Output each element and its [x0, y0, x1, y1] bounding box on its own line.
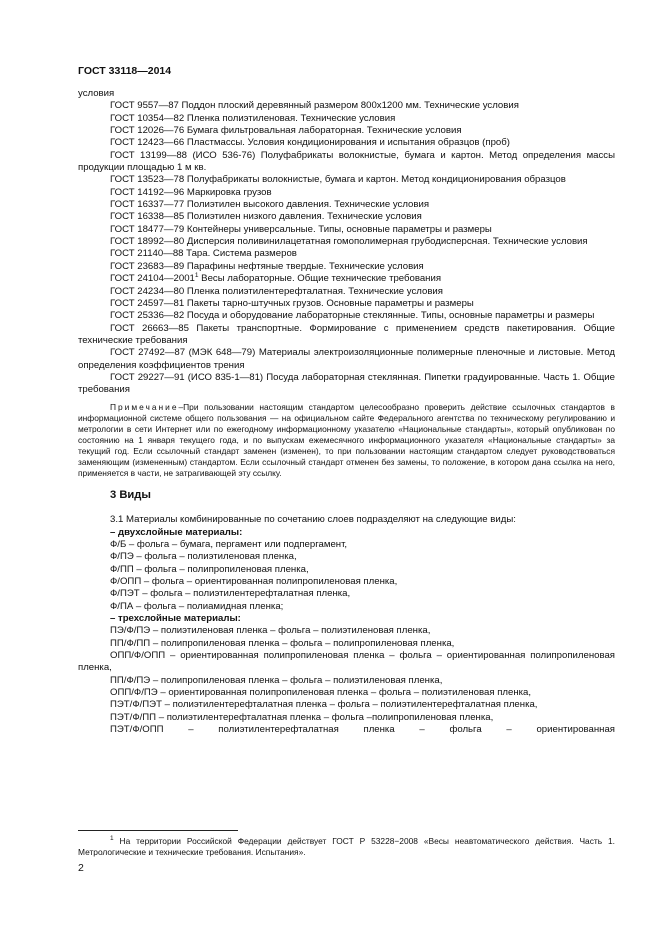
ref-item: ГОСТ 29227—91 (ИСО 835-1—81) Посуда лабораторная стеклянная. Пипетки градуированные. Часть 1. Общие требования [78, 371, 615, 396]
ref-continuation: условия [78, 88, 115, 99]
footnote [78, 836, 615, 858]
ref-item: ГОСТ 25336—82 Посуда и оборудование лабораторные стеклянные. Типы, основные параметры и размеры [110, 310, 595, 322]
materials-list [78, 514, 615, 736]
ref-item: ГОСТ 26663—85 Пакеты транспортные. Формирование с применением средств пакетирования. Общие технические требования [78, 322, 615, 346]
footnote-divider [78, 830, 238, 831]
ref-item: ГОСТ 24234—80 Пленка полиэтилентерефталатная. Технические условия [110, 285, 443, 297]
footnote-mark: 1 [110, 835, 114, 843]
note-dash: – [178, 401, 184, 412]
page-number: 2 [78, 862, 84, 874]
list-item: Ф/ОПП – фольга – ориентированная полипропиленовая пленка, [110, 575, 398, 587]
ref-code: ГОСТ 24104—2001 [110, 273, 195, 285]
ref-item: ГОСТ 10354—82 Пленка полиэтиленовая. Технические условия [110, 112, 396, 124]
note-label: Примечание [110, 401, 179, 412]
list-item: ПП/Ф/ПЭ – полипропиленовая пленка – фольга – полиэтиленовая пленка, [110, 674, 443, 686]
list-item: ПЭТ/Ф/ПП – полиэтилентерефталатная пленка – фольга –полипропиленовая пленка, [110, 711, 494, 723]
list-item: ПЭТ/Ф/ОПП – полиэтилентерефталатная пленка – фольга – ориентированная [110, 724, 615, 736]
document-header: ГОСТ 33118—2014 [78, 65, 172, 77]
list-item: ПЭТ/Ф/ПЭТ – полиэтилентерефталатная пленка – фольга – полиэтилентерефталатная пленка, [110, 699, 538, 711]
ref-title: Весы лабораторные. Общие технические требования [198, 273, 442, 285]
list-item: ОПП/Ф/ОПП – ориентированная полипропиленовая пленка – фольга – ориентированная полипропиленовая пленка, [78, 650, 615, 674]
two-layer-heading: – двухслойные материалы: [110, 526, 243, 538]
footnote-text: На территории Российской Федерации действует ГОСТ Р 53228−2008 «Весы неавтоматического действия. Часть 1. Метрологические и технические требования. Испытания». [78, 836, 615, 858]
ref-item [78, 273, 615, 285]
note-text: При пользовании настоящим стандартом целесообразно проверить действие ссылочных стандартов в информационной системе общего пользования — на официальном сайте Федерального агентства по техническому регулированию и метрологии в сети Интернет или по ежегодному информационному указателю «Национальные стандарты», который опубликован по состоянию на 1 января текущего года, и по выпускам ежемесячного информационного указателя «Национальные стандарты» за текущий год. Если ссылочный стандарт заменен (изменен), то при пользовании настоящим стандартом следует руководствоваться заменяющим (измененным) стандартом. Если ссылочный стандарт отменен без замены, то положение, в котором дана ссылка на него, применяется в части, не затрагивающей эту ссылку. [78, 401, 615, 479]
ref-item: ГОСТ 27492—87 (МЭК 648—79) Материалы электроизоляционные полимерные пленочные и листовые. Метод определения коэффициентов трения [78, 347, 615, 371]
list-item: Ф/ПП – фольга – полипропиленовая пленка, [110, 563, 309, 575]
ref-item: ГОСТ 18477—79 Контейнеры универсальные. Типы, основные параметры и размеры [110, 223, 492, 235]
list-item: Ф/ПЭТ – фольга – полиэтилентерефталатная пленка, [110, 588, 351, 600]
section-intro: 3.1 Материалы комбинированные по сочетанию слоев подразделяют на следующие виды: [110, 514, 516, 526]
ref-item: ГОСТ 24597—81 Пакеты тарно-штучных грузов. Основные параметры и размеры [110, 297, 474, 309]
ref-item: ГОСТ 16337—77 Полиэтилен высокого давления. Технические условия [110, 199, 430, 211]
ref-item: ГОСТ 16338—85 Полиэтилен низкого давления. Технические условия [110, 211, 422, 223]
ref-item: ГОСТ 13523—78 Полуфабрикаты волокнистые, бумага и картон. Метод кондиционирования образцов [110, 174, 566, 186]
ref-item: ГОСТ 12026—76 Бумага фильтровальная лабораторная. Технические условия [110, 125, 462, 137]
list-item: ОПП/Ф/ПЭ – ориентированная полипропиленовая пленка – фольга – полиэтиленовая пленка, [110, 687, 532, 699]
ref-item: ГОСТ 13199—88 (ИСО 536-76) Полуфабрикаты волокнистые, бумага и картон. Метод определения массы продукции площадью 1 м кв. [78, 149, 615, 174]
list-item: ПП/Ф/ПП – полипропиленовая пленка – фольга – полипропиленовая пленка, [110, 637, 455, 649]
list-item: Ф/ПА – фольга – полиамидная пленка; [110, 600, 284, 612]
three-layer-heading: – трехслойные материалы: [110, 613, 241, 624]
list-item: Ф/Б – фольга – бумага, пергамент или подпергамент, [110, 538, 348, 550]
note-paragraph [78, 402, 615, 480]
ref-item: ГОСТ 23683—89 Парафины нефтяные твердые. Технические условия [110, 260, 424, 272]
ref-item: ГОСТ 12423—66 Пластмассы. Условия кондиционирования и испытания образцов (проб) [110, 137, 510, 149]
list-item: ПЭ/Ф/ПЭ – полиэтиленовая пленка – фольга – полиэтиленовая пленка, [110, 625, 431, 637]
footnote-ref: 1 [194, 271, 199, 279]
ref-item: ГОСТ 18992—80 Дисперсия поливинилацетатная гомополимерная грубодисперсная. Технические условия [110, 236, 588, 248]
list-item: Ф/ПЭ – фольга – полиэтиленовая пленка, [110, 551, 297, 563]
ref-item: ГОСТ 14192—96 Маркировка грузов [110, 186, 272, 198]
section-heading: 3 Виды [110, 489, 151, 502]
ref-item: ГОСТ 9557—87 Поддон плоский деревянный размером 800х1200 мм. Технические условия [110, 100, 519, 112]
document-body [78, 88, 615, 736]
ref-item: ГОСТ 21140—88 Тара. Система размеров [110, 248, 297, 260]
